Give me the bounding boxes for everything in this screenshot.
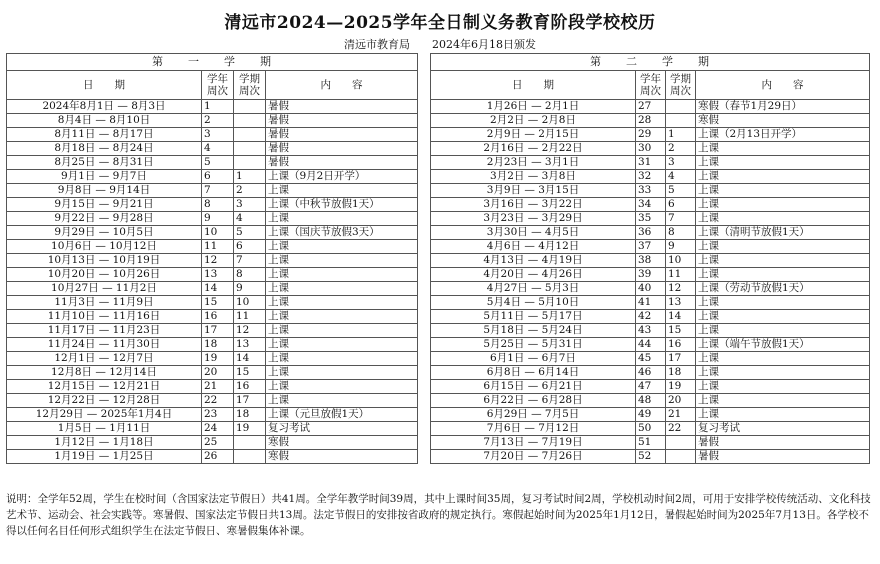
table-row — [431, 310, 870, 324]
row-week-term — [666, 114, 696, 128]
row-date: 2月23日 — 3月1日 — [431, 156, 636, 170]
row-content: 上课 — [696, 310, 870, 324]
row-week-term: 17 — [234, 394, 266, 408]
row-week-term: 10 — [234, 296, 266, 310]
row-date: 2月2日 — 2月8日 — [431, 114, 636, 128]
row-content: 暑假 — [696, 450, 870, 464]
row-week-term — [234, 114, 266, 128]
row-week-year: 52 — [636, 450, 666, 464]
row-week-term: 16 — [666, 338, 696, 352]
row-week-term: 5 — [666, 184, 696, 198]
row-week-year: 48 — [636, 394, 666, 408]
semester-2-heading: 第 二 学 期 — [431, 54, 870, 71]
row-week-term: 19 — [234, 422, 266, 436]
row-content: 上课 — [696, 324, 870, 338]
row-date: 4月6日 — 4月12日 — [431, 240, 636, 254]
table-row — [431, 198, 870, 212]
table-row — [7, 114, 418, 128]
row-date: 7月13日 — 7月19日 — [431, 436, 636, 450]
row-content: 暑假 — [696, 436, 870, 450]
table-row — [431, 282, 870, 296]
row-date: 2月16日 — 2月22日 — [431, 142, 636, 156]
row-date: 3月30日 — 4月5日 — [431, 226, 636, 240]
row-date: 1月26日 — 2月1日 — [431, 100, 636, 114]
table-row — [431, 184, 870, 198]
row-content: 上课 — [266, 310, 418, 324]
table-row — [7, 254, 418, 268]
row-week-year: 35 — [636, 212, 666, 226]
table-row — [431, 170, 870, 184]
row-date: 7月6日 — 7月12日 — [431, 422, 636, 436]
row-week-year: 51 — [636, 436, 666, 450]
row-content: 上课 — [696, 254, 870, 268]
row-date: 12月8日 — 12月14日 — [7, 366, 202, 380]
row-week-term — [666, 436, 696, 450]
row-content: 寒假 — [266, 436, 418, 450]
table-row — [7, 310, 418, 324]
row-content: 上课（清明节放假1天） — [696, 226, 870, 240]
table-row — [7, 212, 418, 226]
row-week-term: 21 — [666, 408, 696, 422]
row-content: 寒假 — [266, 450, 418, 464]
row-week-term: 13 — [666, 296, 696, 310]
row-date: 12月29日 — 2025年1月4日 — [7, 408, 202, 422]
row-content: 上课 — [266, 338, 418, 352]
table-row — [431, 100, 870, 114]
row-week-year: 36 — [636, 226, 666, 240]
row-content: 上课（国庆节放假3天） — [266, 226, 418, 240]
row-week-year: 47 — [636, 380, 666, 394]
row-date: 9月29日 — 10月5日 — [7, 226, 202, 240]
row-content: 寒假 — [696, 114, 870, 128]
table-row — [431, 338, 870, 352]
semester-2-table — [430, 53, 870, 464]
table-row — [431, 226, 870, 240]
row-week-year: 4 — [202, 142, 234, 156]
row-date: 9月1日 — 9月7日 — [7, 170, 202, 184]
row-date: 12月15日 — 12月21日 — [7, 380, 202, 394]
table-row — [7, 282, 418, 296]
row-week-year: 17 — [202, 324, 234, 338]
table-row — [7, 128, 418, 142]
row-date: 8月11日 — 8月17日 — [7, 128, 202, 142]
row-week-term: 2 — [234, 184, 266, 198]
row-content: 上课（端午节放假1天） — [696, 338, 870, 352]
row-week-year: 45 — [636, 352, 666, 366]
row-week-term: 20 — [666, 394, 696, 408]
row-week-year: 40 — [636, 282, 666, 296]
row-date: 3月9日 — 3月15日 — [431, 184, 636, 198]
table-row — [7, 380, 418, 394]
table-row — [7, 296, 418, 310]
row-content: 上课 — [266, 380, 418, 394]
row-week-year: 2 — [202, 114, 234, 128]
row-content: 上课 — [696, 142, 870, 156]
row-week-term: 1 — [234, 170, 266, 184]
row-date: 1月12日 — 1月18日 — [7, 436, 202, 450]
row-date: 1月5日 — 1月11日 — [7, 422, 202, 436]
row-week-term: 8 — [234, 268, 266, 282]
row-week-term: 11 — [666, 268, 696, 282]
row-week-term: 17 — [666, 352, 696, 366]
row-date: 4月13日 — 4月19日 — [431, 254, 636, 268]
row-content: 暑假 — [266, 156, 418, 170]
row-content: 上课 — [266, 282, 418, 296]
row-week-year: 3 — [202, 128, 234, 142]
row-content: 上课 — [696, 240, 870, 254]
row-week-term: 1 — [666, 128, 696, 142]
row-date: 10月27日 — 11月2日 — [7, 282, 202, 296]
col-content: 内 容 — [266, 71, 418, 100]
row-week-year: 41 — [636, 296, 666, 310]
row-content: 上课 — [696, 198, 870, 212]
row-week-year: 29 — [636, 128, 666, 142]
row-date: 3月23日 — 3月29日 — [431, 212, 636, 226]
table-row — [431, 156, 870, 170]
table-row — [7, 422, 418, 436]
col-date: 日 期 — [7, 71, 202, 100]
row-content: 上课 — [266, 352, 418, 366]
row-week-term: 13 — [234, 338, 266, 352]
row-week-year: 28 — [636, 114, 666, 128]
row-week-year: 18 — [202, 338, 234, 352]
row-content: 上课 — [266, 254, 418, 268]
row-content: 上课 — [696, 170, 870, 184]
row-date: 5月4日 — 5月10日 — [431, 296, 636, 310]
row-content: 上课 — [266, 296, 418, 310]
table-row — [431, 408, 870, 422]
table-row — [7, 394, 418, 408]
col-date: 日 期 — [431, 71, 636, 100]
row-date: 12月22日 — 12月28日 — [7, 394, 202, 408]
row-week-year: 24 — [202, 422, 234, 436]
table-row — [7, 408, 418, 422]
table-row — [7, 240, 418, 254]
row-week-term: 9 — [234, 282, 266, 296]
row-week-term: 15 — [234, 366, 266, 380]
table-row — [431, 324, 870, 338]
row-week-year: 13 — [202, 268, 234, 282]
row-content: 上课 — [266, 240, 418, 254]
row-week-year: 8 — [202, 198, 234, 212]
row-date: 11月3日 — 11月9日 — [7, 296, 202, 310]
row-week-year: 22 — [202, 394, 234, 408]
table-row — [431, 142, 870, 156]
table-row — [7, 268, 418, 282]
row-week-term: 18 — [234, 408, 266, 422]
row-week-term: 3 — [234, 198, 266, 212]
table-row — [431, 114, 870, 128]
table-row — [7, 366, 418, 380]
row-week-year: 11 — [202, 240, 234, 254]
row-date: 9月8日 — 9月14日 — [7, 184, 202, 198]
row-date: 2月9日 — 2月15日 — [431, 128, 636, 142]
row-week-term — [234, 450, 266, 464]
row-week-year: 6 — [202, 170, 234, 184]
row-content: 复习考试 — [266, 422, 418, 436]
row-content: 上课 — [266, 212, 418, 226]
table-row — [7, 142, 418, 156]
row-week-term — [666, 100, 696, 114]
table-row — [7, 352, 418, 366]
row-date: 2024年8月1日 — 8月3日 — [7, 100, 202, 114]
row-week-year: 46 — [636, 366, 666, 380]
row-content: 复习考试 — [696, 422, 870, 436]
row-week-year: 26 — [202, 450, 234, 464]
table-row — [431, 450, 870, 464]
row-week-year: 42 — [636, 310, 666, 324]
row-content: 上课 — [696, 184, 870, 198]
row-week-year: 25 — [202, 436, 234, 450]
row-week-term — [234, 128, 266, 142]
table-row — [431, 268, 870, 282]
row-week-year: 7 — [202, 184, 234, 198]
row-date: 8月18日 — 8月24日 — [7, 142, 202, 156]
table-row — [431, 380, 870, 394]
row-week-term: 3 — [666, 156, 696, 170]
col-week-year: 学年周次 — [636, 71, 666, 100]
row-content: 上课（元旦放假1天） — [266, 408, 418, 422]
row-week-term: 4 — [234, 212, 266, 226]
row-week-term: 4 — [666, 170, 696, 184]
table-row — [7, 450, 418, 464]
row-week-term: 6 — [234, 240, 266, 254]
row-date: 6月15日 — 6月21日 — [431, 380, 636, 394]
table-row — [7, 436, 418, 450]
row-week-year: 31 — [636, 156, 666, 170]
row-date: 4月27日 — 5月3日 — [431, 282, 636, 296]
row-content: 上课 — [266, 184, 418, 198]
table-row — [431, 296, 870, 310]
row-week-year: 49 — [636, 408, 666, 422]
row-week-year: 43 — [636, 324, 666, 338]
row-date: 4月20日 — 4月26日 — [431, 268, 636, 282]
col-content: 内 容 — [696, 71, 870, 100]
row-content: 上课 — [266, 366, 418, 380]
row-week-year: 50 — [636, 422, 666, 436]
row-week-year: 30 — [636, 142, 666, 156]
row-content: 暑假 — [266, 114, 418, 128]
row-week-term: 5 — [234, 226, 266, 240]
row-content: 上课 — [696, 380, 870, 394]
row-date: 8月4日 — 8月10日 — [7, 114, 202, 128]
row-week-year: 33 — [636, 184, 666, 198]
row-date: 9月15日 — 9月21日 — [7, 198, 202, 212]
row-week-term: 12 — [666, 282, 696, 296]
row-content: 上课 — [266, 324, 418, 338]
row-week-year: 12 — [202, 254, 234, 268]
table-row — [7, 184, 418, 198]
table-row — [7, 226, 418, 240]
row-date: 5月11日 — 5月17日 — [431, 310, 636, 324]
row-date: 6月29日 — 7月5日 — [431, 408, 636, 422]
row-week-year: 34 — [636, 198, 666, 212]
col-week-term: 学期周次 — [234, 71, 266, 100]
row-date: 3月16日 — 3月22日 — [431, 198, 636, 212]
row-week-term — [666, 450, 696, 464]
row-content: 上课（中秋节放假1天） — [266, 198, 418, 212]
row-date: 6月22日 — 6月28日 — [431, 394, 636, 408]
row-content: 上课 — [266, 268, 418, 282]
row-date: 11月24日 — 11月30日 — [7, 338, 202, 352]
row-week-year: 38 — [636, 254, 666, 268]
row-week-term: 22 — [666, 422, 696, 436]
row-week-term: 9 — [666, 240, 696, 254]
row-date: 12月1日 — 12月7日 — [7, 352, 202, 366]
row-week-term: 14 — [666, 310, 696, 324]
row-content: 暑假 — [266, 142, 418, 156]
row-week-term: 19 — [666, 380, 696, 394]
table-row — [7, 100, 418, 114]
row-date: 1月19日 — 1月25日 — [7, 450, 202, 464]
row-week-year: 20 — [202, 366, 234, 380]
table-row — [431, 128, 870, 142]
table-row — [7, 338, 418, 352]
row-week-year: 1 — [202, 100, 234, 114]
table-row — [431, 366, 870, 380]
table-row — [431, 254, 870, 268]
row-content: 上课 — [696, 408, 870, 422]
col-week-term: 学期周次 — [666, 71, 696, 100]
row-date: 10月20日 — 10月26日 — [7, 268, 202, 282]
row-week-term: 18 — [666, 366, 696, 380]
row-week-term: 8 — [666, 226, 696, 240]
row-content: 上课 — [696, 156, 870, 170]
row-content: 寒假（春节1月29日） — [696, 100, 870, 114]
row-date: 5月25日 — 5月31日 — [431, 338, 636, 352]
table-row — [7, 324, 418, 338]
row-week-term — [234, 100, 266, 114]
row-date: 9月22日 — 9月28日 — [7, 212, 202, 226]
row-week-year: 32 — [636, 170, 666, 184]
row-week-term: 7 — [234, 254, 266, 268]
row-date: 10月6日 — 10月12日 — [7, 240, 202, 254]
row-week-year: 27 — [636, 100, 666, 114]
row-week-year: 14 — [202, 282, 234, 296]
issuer-line: 清远市教育局 2024年6月18日颁发 — [344, 38, 536, 51]
row-content: 上课 — [696, 394, 870, 408]
row-date: 6月8日 — 6月14日 — [431, 366, 636, 380]
col-week-year: 学年周次 — [202, 71, 234, 100]
table-row — [431, 394, 870, 408]
table-row — [431, 352, 870, 366]
row-week-year: 23 — [202, 408, 234, 422]
row-week-term: 2 — [666, 142, 696, 156]
row-week-term: 14 — [234, 352, 266, 366]
row-week-term: 6 — [666, 198, 696, 212]
row-date: 7月20日 — 7月26日 — [431, 450, 636, 464]
row-date: 8月25日 — 8月31日 — [7, 156, 202, 170]
row-week-term — [234, 142, 266, 156]
row-content: 暑假 — [266, 128, 418, 142]
row-week-year: 5 — [202, 156, 234, 170]
table-row — [431, 240, 870, 254]
row-date: 6月1日 — 6月7日 — [431, 352, 636, 366]
row-week-year: 44 — [636, 338, 666, 352]
row-content: 上课 — [696, 352, 870, 366]
row-content: 上课（9月2日开学） — [266, 170, 418, 184]
table-row — [7, 198, 418, 212]
row-content: 上课（2月13日开学） — [696, 128, 870, 142]
row-week-term — [234, 436, 266, 450]
row-content: 上课 — [266, 394, 418, 408]
row-week-term: 11 — [234, 310, 266, 324]
page-title: 清远市2024—2025学年全日制义务教育阶段学校校历 — [224, 13, 656, 33]
row-date: 11月10日 — 11月16日 — [7, 310, 202, 324]
row-week-term — [234, 156, 266, 170]
row-week-term: 7 — [666, 212, 696, 226]
row-week-year: 37 — [636, 240, 666, 254]
row-week-term: 10 — [666, 254, 696, 268]
row-week-year: 39 — [636, 268, 666, 282]
row-week-year: 10 — [202, 226, 234, 240]
row-content: 上课（劳动节放假1天） — [696, 282, 870, 296]
table-row — [431, 436, 870, 450]
row-date: 10月13日 — 10月19日 — [7, 254, 202, 268]
row-date: 5月18日 — 5月24日 — [431, 324, 636, 338]
row-content: 上课 — [696, 366, 870, 380]
row-week-year: 16 — [202, 310, 234, 324]
table-row — [7, 170, 418, 184]
row-date: 11月17日 — 11月23日 — [7, 324, 202, 338]
row-content: 暑假 — [266, 100, 418, 114]
row-week-year: 15 — [202, 296, 234, 310]
row-week-year: 19 — [202, 352, 234, 366]
semester-1-heading: 第 一 学 期 — [7, 54, 418, 71]
row-week-term: 12 — [234, 324, 266, 338]
table-row — [431, 212, 870, 226]
row-date: 3月2日 — 3月8日 — [431, 170, 636, 184]
row-content: 上课 — [696, 212, 870, 226]
table-row — [431, 422, 870, 436]
row-week-term: 16 — [234, 380, 266, 394]
semester-1-table — [6, 53, 418, 464]
row-content: 上课 — [696, 296, 870, 310]
explanatory-note: 说明：全学年52周，学生在校时间（含国家法定节假日）共41周。全学年教学时间39周，其中上课时间35周，复习考试时间2周，学校机动时间2周，可用于安排学校传统活动、文化科技艺术节、运动会、社会实践等。寒暑假、国家法定节假日共13周。法定节假日的安排按省政府的规定执行。寒假起始时间为2025年1月12日，暑假起始时间为2025年7月13日。各学校不得以任何名目任何形式组织学生在法定节假日、寒暑假集体补课。 — [6, 493, 871, 537]
row-week-year: 21 — [202, 380, 234, 394]
row-week-term: 15 — [666, 324, 696, 338]
table-row — [7, 156, 418, 170]
row-week-year: 9 — [202, 212, 234, 226]
row-content: 上课 — [696, 268, 870, 282]
